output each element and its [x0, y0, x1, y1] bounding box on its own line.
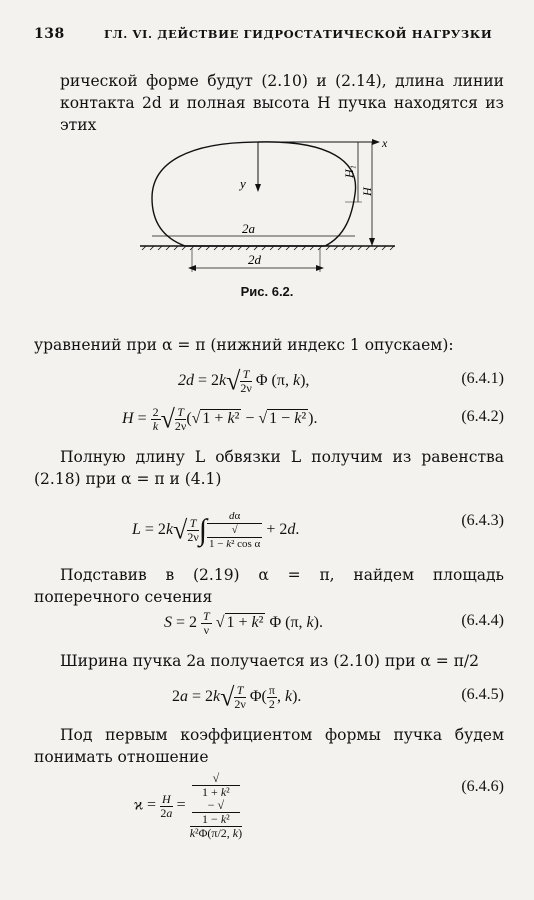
paragraph-5 [34, 650, 504, 672]
equation-6-4-5 [60, 678, 504, 714]
equation-6-4-6 [60, 766, 504, 840]
formula-6-4-6: ϰ = $\frac{H}{2a}$ = √ 1 + k² − √ 1 − k² k²Φ(π/2, k) [134, 771, 243, 840]
paragraph-6 [34, 724, 504, 768]
equation-number-6-4-4: (6.4.4) [461, 612, 504, 629]
equation-number-6-4-2: (6.4.2) [461, 408, 504, 425]
figure-6-2 [130, 112, 420, 282]
contact-2d-label: 2d [248, 252, 261, 267]
h1-label: H₁ [342, 165, 356, 178]
paragraph-2 [34, 334, 504, 356]
paragraph-6-text: Под первым коэффициентом формы пучка будем понимать отношение [34, 726, 504, 766]
formula-6-4-5: 2a = 2k√ $\frac{T}{2\nu}$ Φ( $\frac{\pi}{2}$ , k). [172, 682, 302, 712]
h-label: H [360, 187, 374, 196]
axis-y-label: y [240, 176, 246, 191]
paragraph-3 [34, 446, 504, 490]
equation-number-6-4-5: (6.4.5) [461, 686, 504, 703]
running-title: ГЛ. VI. ДЕЙСТВИЕ ГИДРОСТАТИЧЕСКОЙ НАГРУЗКИ [104, 27, 493, 41]
paragraph-1-text: рической форме будут (2.10) и (2.14), длина линии контакта 2d и полная высота H пучка находятся из этих [60, 72, 504, 134]
formula-6-4-1: 2d = 2k√ $\frac{T}{2\nu}$ Φ (π, k), [178, 366, 310, 396]
equation-6-4-1 [60, 364, 504, 396]
formula-6-4-2: H = $\frac{2}{k}$ √ $\frac{T}{2\nu}$ (√ 1 + k² − √ 1 − k² ). [122, 404, 318, 434]
paragraph-4 [34, 564, 504, 608]
paragraph-2-text: уравнений при α = π (нижний индекс 1 опускаем): [34, 336, 454, 354]
page-number: 138 [34, 26, 65, 42]
axis-x-label: x [382, 136, 388, 150]
equation-number-6-4-6: (6.4.6) [461, 778, 504, 795]
paragraph-4-text: Подставив в (2.19) α = π, найдем площадь поперечного сечения [34, 566, 504, 606]
equation-6-4-4 [60, 606, 504, 638]
equation-6-4-2 [60, 402, 504, 434]
equation-6-4-3 [60, 498, 504, 550]
formula-6-4-3: L = 2k√ $\frac{T}{2\nu}$ ∫ dα √ 1 − k² cos α + 2d. [132, 510, 300, 550]
equation-number-6-4-3: (6.4.3) [461, 512, 504, 529]
paragraph-5-text: Ширина пучка 2a получается из (2.10) при α = π/2 [60, 652, 479, 670]
formula-6-4-4: S = 2 $\frac{T}{\nu}$ √ 1 + k² Φ (π, k). [164, 609, 323, 637]
width-2a-label: 2a [242, 221, 255, 236]
paragraph-3-text: Полную длину L обвязки L получим из равенства (2.18) при α = π и (4.1) [34, 448, 504, 488]
figure-caption: Рис. 6.2. [240, 284, 294, 299]
equation-number-6-4-1: (6.4.1) [461, 370, 504, 387]
